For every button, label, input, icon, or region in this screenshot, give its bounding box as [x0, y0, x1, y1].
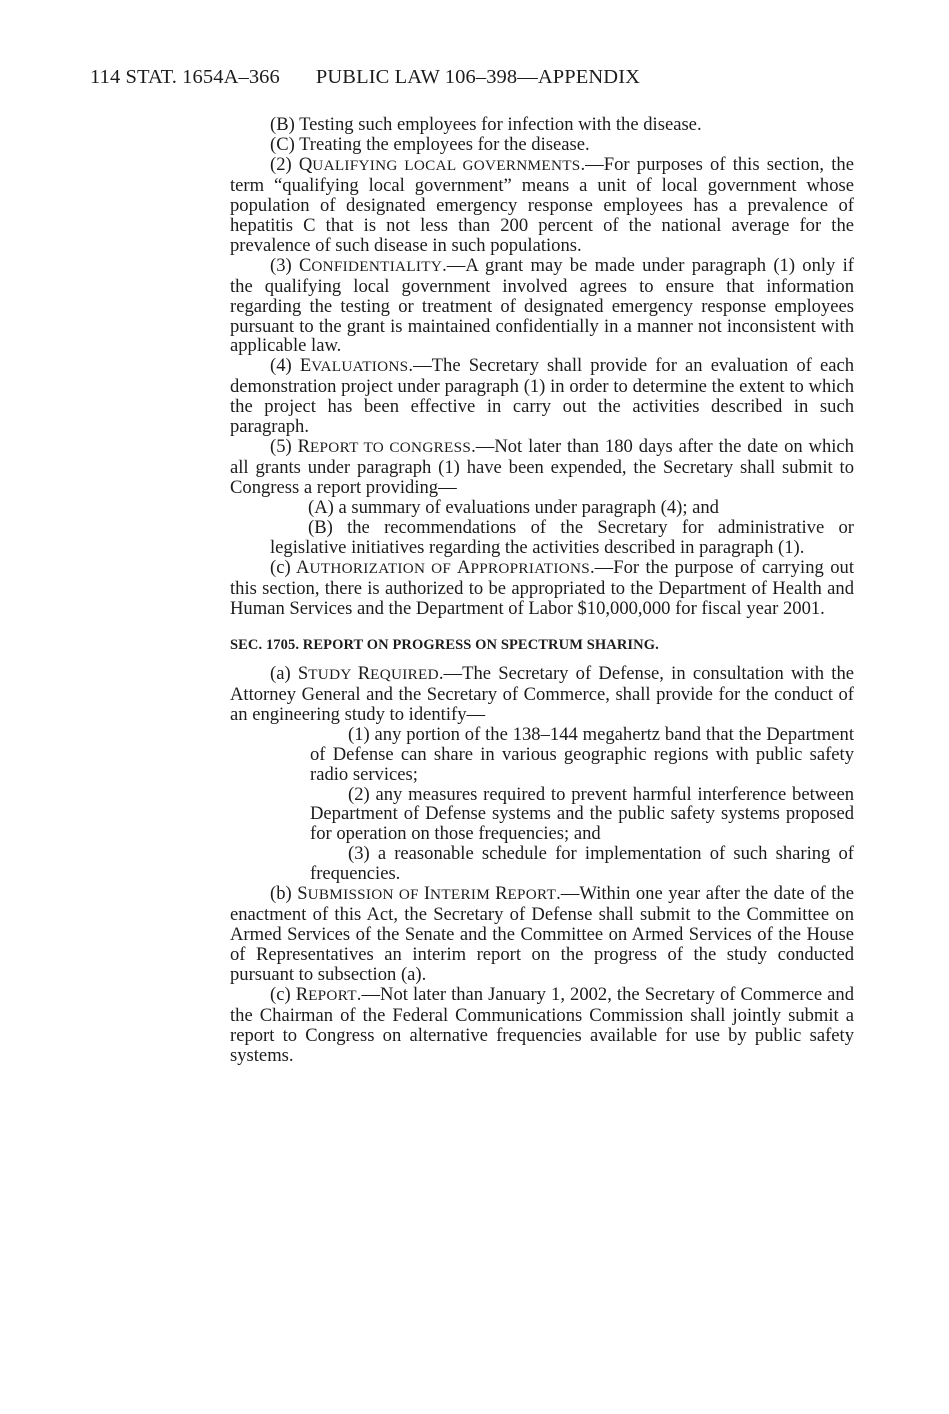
paragraph-text: .—The Secretary of Defense, in consultation with the Attorney General and the Secretary of Commerce, shall provide for the conduct of an engineering study to identify—	[230, 662, 854, 725]
section-1705-heading: SEC. 1705. REPORT ON PROGRESS ON SPECTRUM SHARING.	[230, 636, 659, 653]
subsection-number: (c)	[270, 984, 296, 1006]
study-item-3: (3) a reasonable schedule for implementation of such sharing of frequencies.	[310, 843, 854, 885]
paragraph-number: (5)	[270, 436, 298, 458]
small-caps-initial: R	[297, 436, 310, 458]
subsection-b-interim-report	[230, 884, 854, 985]
paragraph-text: .—Not later than January 1, 2002, the Secretary of Commerce and the Chairman of the Federal Communications Commission shall jointly submit a report to Congress on alternative frequencies available for use by public safety systems.	[230, 984, 854, 1066]
study-item-1: (1) any portion of the 138–144 megahertz band that the Department of Defense can share in various geographic regions with public safety radio services;	[310, 723, 854, 785]
paragraph-4-evaluations	[230, 356, 854, 437]
paragraph-text: .—For purposes of this section, the term “qualifying local government” means a unit of local government whose population of designated emergency response employees has a prevalence of hepatitis C that is not less than 200 percent of the national average for the prevalence of such disease in such populations.	[230, 153, 854, 256]
subsection-number: (a)	[270, 662, 298, 684]
small-caps-initial: A	[457, 556, 471, 578]
study-item-2: (2) any measures required to prevent harmful interference between Department of Defense systems and the public safety systems proposed for operation on those frequencies; and	[310, 783, 854, 845]
small-caps-initial: C	[298, 254, 312, 276]
small-caps-initial: Q	[298, 153, 313, 175]
subsection-number: (c)	[270, 556, 297, 578]
document-body	[230, 115, 854, 1066]
paragraph-number: (2)	[270, 153, 299, 175]
small-caps-initial: A	[296, 556, 310, 578]
paragraph-number: (3)	[270, 254, 299, 276]
paragraph-b-testing: (B) Testing such employees for infection with the disease.	[270, 114, 702, 135]
small-caps-heading: NTERIM	[430, 886, 496, 904]
paragraph-text: .—A grant may be made under paragraph (1) only if the qualifying local government involved agrees to ensure that information regarding the testing or treatment of designated emergency response employees pursuant to the grant is maintained confidentially in a manner not inconsistent with applicable law.	[230, 254, 854, 357]
small-caps-heading: PPROPRIATIONS	[470, 559, 591, 577]
small-caps-heading: EPORT	[507, 886, 557, 904]
paragraph-3-confidentiality	[230, 256, 854, 357]
paragraph-number: (4)	[270, 355, 300, 377]
small-caps-heading: EPORT TO CONGRESS	[309, 439, 472, 457]
paragraph-2-qualifying-local-governments	[230, 155, 854, 256]
subsection-number: (b)	[270, 883, 298, 905]
paragraph-5b-recommendations: (B) the recommendations of the Secretary for administrative or legislative initiatives regarding the activities described in paragraph (1).	[270, 517, 854, 559]
paragraph-c-treating: (C) Treating the employees for the disease.	[270, 133, 590, 155]
small-caps-initial: R	[295, 984, 309, 1006]
small-caps-heading: ONFIDENTIALITY	[311, 257, 443, 275]
small-caps-heading: EQUIRED	[370, 665, 439, 683]
paragraph-text: .—For the purpose of carrying out this section, there is authorized to be appropriated to the Department of Health and Human Services and the Department of Labor $10,000,000 for fiscal year 2001.	[230, 556, 854, 619]
small-caps-heading: TUDY	[308, 665, 358, 683]
subsection-c-report	[230, 985, 854, 1066]
small-caps-heading: UTHORIZATION OF	[309, 559, 458, 577]
small-caps-initial: R	[357, 662, 371, 684]
statute-citation: 114 STAT. 1654A–366	[90, 66, 280, 88]
small-caps-initial: S	[297, 883, 308, 905]
small-caps-heading: VALUATIONS	[311, 358, 409, 376]
paragraph-text: .—Within one year after the date of the enactment of this Act, the Secretary of Defense shall submit to the Committee on Armed Services of the Senate and the Committee on Armed Services of the House of Representatives an interim report on the progress of the study conducted pursuant to subsection (a).	[230, 883, 854, 986]
small-caps-heading: EPORT	[308, 987, 357, 1005]
subsection-a-study-required	[230, 664, 854, 725]
small-caps-initial: E	[299, 355, 312, 377]
small-caps-initial: S	[297, 662, 309, 684]
small-caps-initial: R	[495, 883, 508, 905]
page-header	[90, 66, 640, 89]
paragraph-text: .—The Secretary shall provide for an evaluation of each demonstration project under paragraph (1) in order to determine the extent to which the project has been effective in carry out the activities described in such paragraph.	[230, 355, 854, 438]
paragraph-5-report-to-congress	[230, 437, 854, 498]
small-caps-heading: UALIFYING LOCAL GOVERNMENTS	[312, 156, 581, 174]
small-caps-initial: I	[423, 883, 431, 905]
paragraph-text: .—Not later than 180 days after the date on which all grants under paragraph (1) have been expended, the Secretary shall submit to Congress a report providing—	[230, 436, 854, 499]
subsection-c-authorization	[230, 558, 854, 619]
public-law-title: PUBLIC LAW 106–398—APPENDIX	[315, 66, 641, 88]
paragraph-5a-summary: (A) a summary of evaluations under paragraph (4); and	[308, 497, 719, 519]
small-caps-heading: UBMISSION OF	[307, 886, 424, 904]
